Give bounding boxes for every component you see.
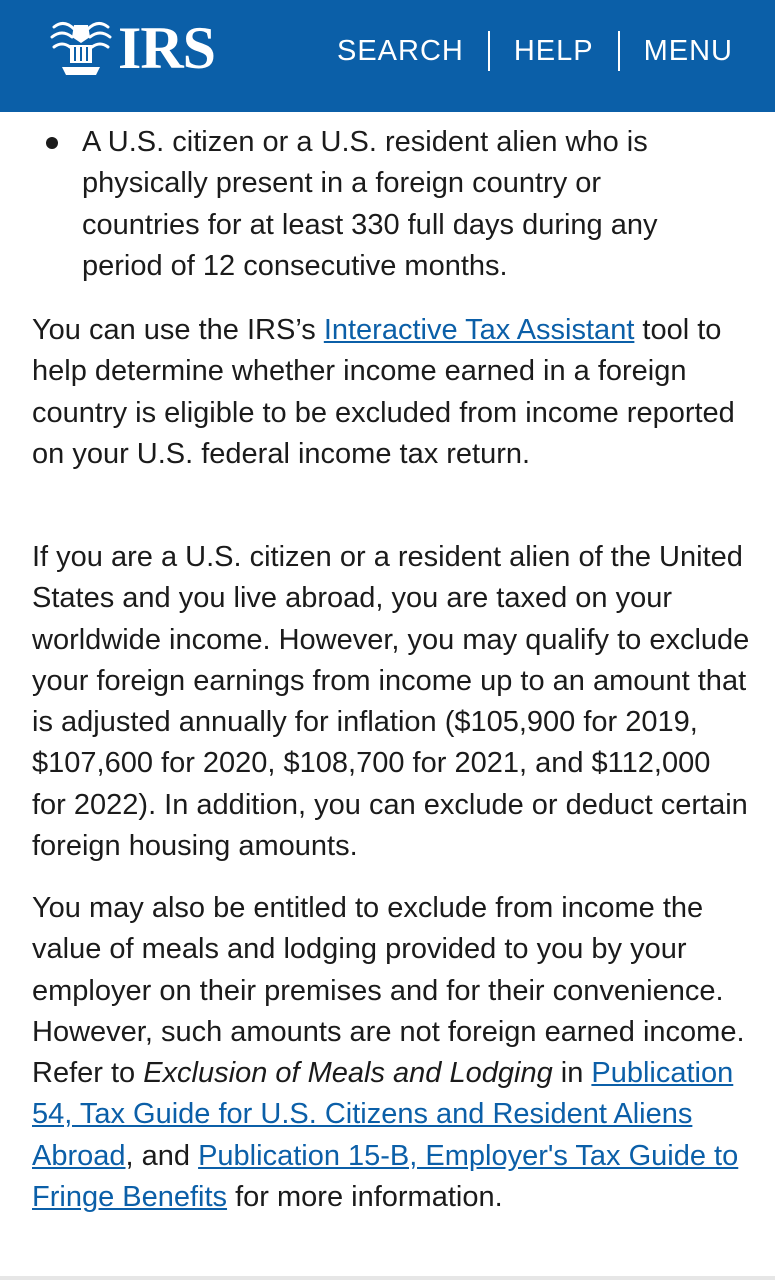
- eagle-icon: [48, 17, 114, 79]
- site-header: [0, 0, 775, 112]
- logo-text: IRS: [118, 15, 216, 81]
- publication-54-link[interactable]: Publication 54, Tax Guide for U.S. Citizens and Resident Aliens Abroad: [32, 1057, 734, 1172]
- interactive-tax-assistant-link[interactable]: Interactive Tax Assistant: [323, 314, 635, 346]
- paragraph-text: You can use the IRS’s: [32, 314, 324, 346]
- paragraph-text: You may also be entitled to exclude from income the value of meals and lodging provided to you by your employer on their premises and for their convenience. However, such amounts are not foreign earned income. Refer to: [32, 892, 745, 1090]
- irs-logo[interactable]: [48, 14, 224, 82]
- bottom-divider: [0, 1276, 775, 1280]
- paragraph-text: for more information.: [227, 1181, 503, 1214]
- publication-15b-link[interactable]: Publication 15-B, Employer's Tax Guide to Fringe Benefits: [32, 1139, 739, 1214]
- paragraph-text: , and: [125, 1139, 199, 1172]
- paragraph-text: in: [552, 1057, 592, 1090]
- paragraph-text: tool to help determine whether income earned in a foreign country is eligible to be excluded from income reported on your U.S. federal income tax return.: [32, 314, 735, 470]
- menu-button[interactable]: MENU: [643, 35, 733, 67]
- list-item-text: A U.S. citizen or a U.S. resident alien who is physically present in a foreign country or countries for at least 330 full days during any period of 12 consecutive months.: [82, 126, 658, 282]
- paragraph-worldwide-income: If you are a U.S. citizen or a resident alien of the United States and you live abroad, you are taxed on your worldwide income. However, you may qualify to exclude your foreign earnings from income up to an amount that is adjusted annually for inflation ($105,900 for 2019, $107,600 for 2020, $108,700 for 2021, and $112,000 for 2022). In addition, you can exclude or deduct certain foreign housing amounts.: [32, 541, 750, 863]
- paragraph-meals-lodging: [32, 888, 752, 1218]
- header-nav: [313, 30, 733, 72]
- italic-reference: Exclusion of Meals and Lodging: [143, 1057, 553, 1090]
- search-button[interactable]: SEARCH: [336, 35, 464, 67]
- bullet-dot-icon: [46, 137, 58, 149]
- help-button[interactable]: HELP: [513, 35, 594, 67]
- list-item: [82, 122, 722, 287]
- paragraph-ita: [32, 310, 752, 475]
